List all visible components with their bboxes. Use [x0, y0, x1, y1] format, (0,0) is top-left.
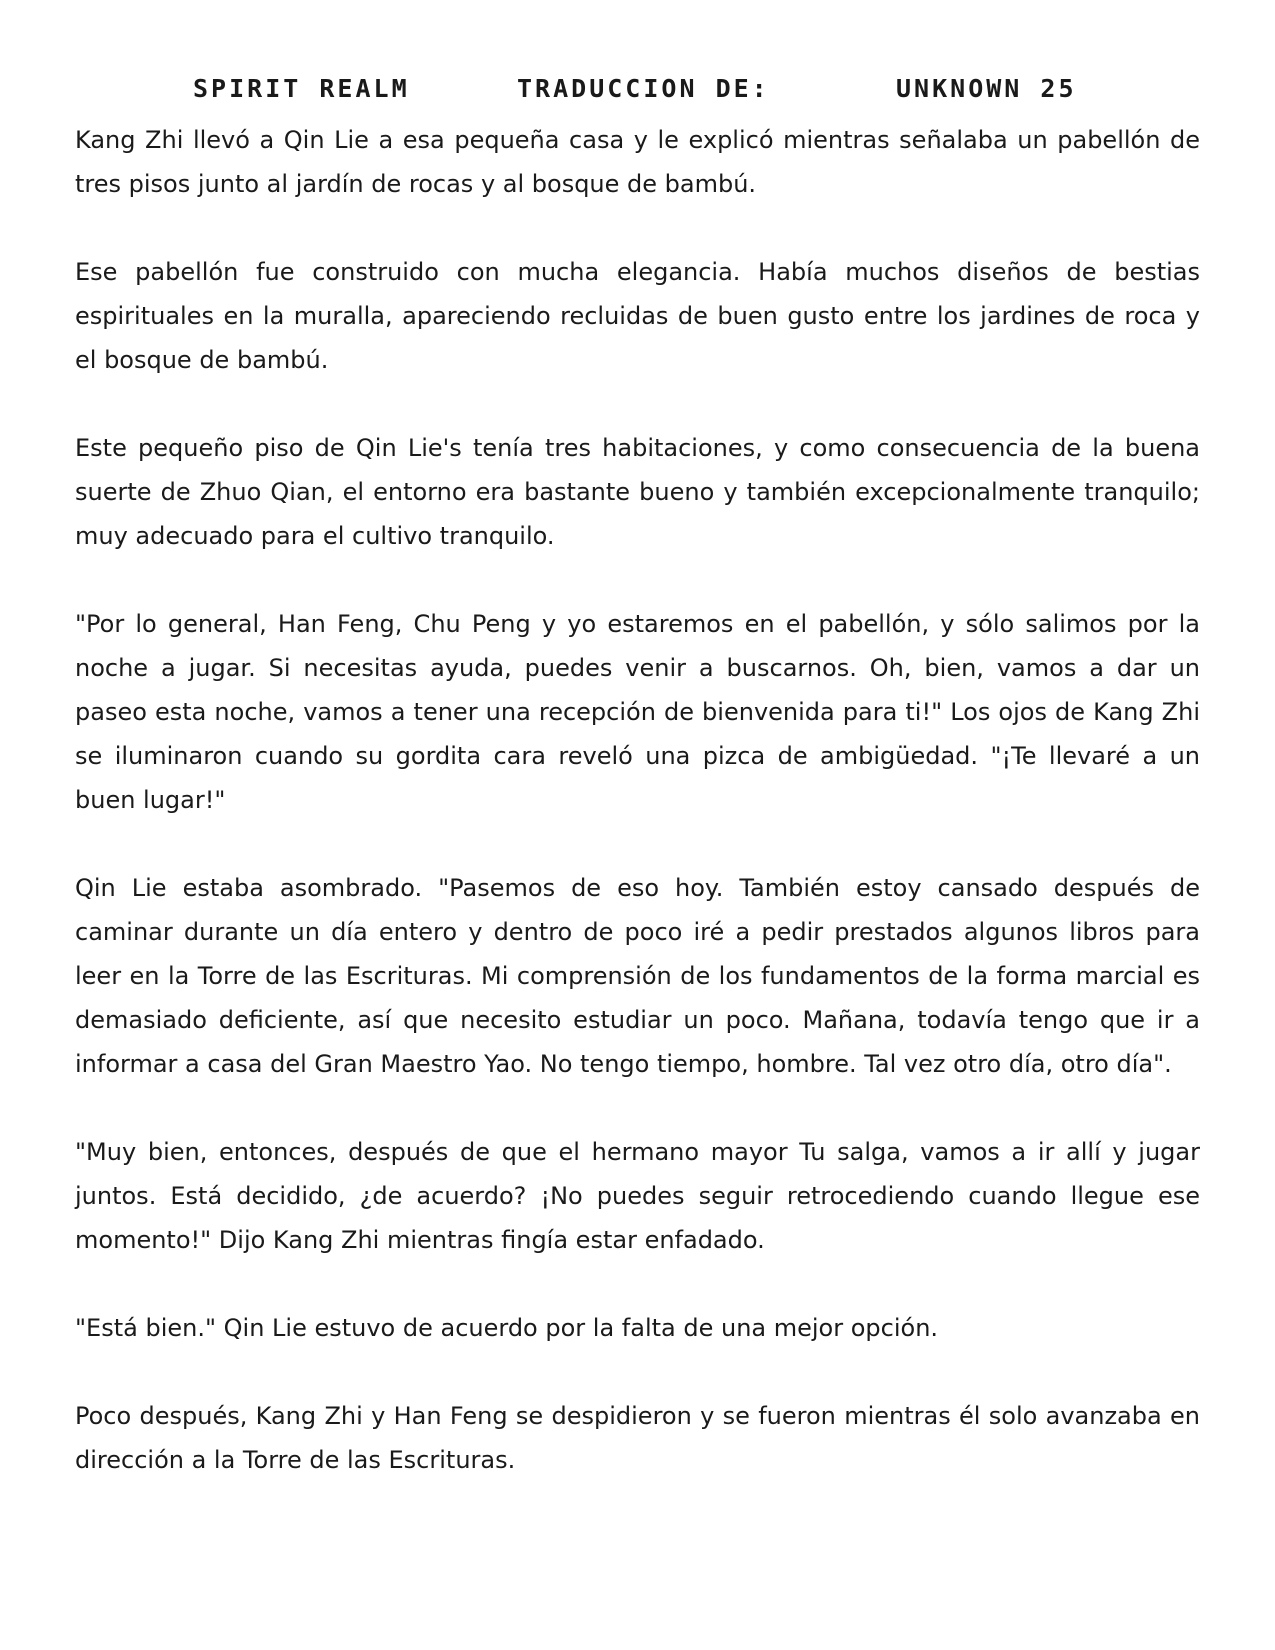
paragraph: Poco después, Kang Zhi y Han Feng se despidieron y se fueron mientras él solo avanzaba en dirección a la Torre de las Escrituras. [75, 1402, 1200, 1474]
header-translator: UNKNOWN 25 [896, 74, 1077, 103]
document-body [75, 118, 1200, 1526]
paragraph: Qin Lie estaba asombrado. "Pasemos de eso hoy. También estoy cansado después de caminar durante un día entero y dentro de poco iré a pedir prestados algunos libros para leer en la Torre de las Escrituras. Mi comprensión de los fundamentos de la forma marcial es demasiado deficiente, así que necesito estudiar un poco. Mañana, todavía tengo que ir a informar a casa del Gran Maestro Yao. No tengo tiempo, hombre. Tal vez otro día, otro día". [75, 874, 1200, 1078]
paragraph: Ese pabellón fue construido con mucha elegancia. Había muchos diseños de bestias espirituales en la muralla, apareciendo recluidas de buen gusto entre los jardines de roca y el bosque de bambú. [75, 258, 1200, 374]
paragraph: "Está bien." Qin Lie estuvo de acuerdo por la falta de una mejor opción. [75, 1314, 939, 1342]
header-translation-label: TRADUCCION DE: [517, 74, 770, 103]
paragraph: "Muy bien, entonces, después de que el hermano mayor Tu salga, vamos a ir allí y jugar juntos. Está decidido, ¿de acuerdo? ¡No puedes seguir retrocediendo cuando llegue ese momento!" Dijo Kang Zhi mientras fingía estar enfadado. [75, 1138, 1200, 1254]
header-title: SPIRIT REALM [193, 74, 410, 103]
paragraph: Este pequeño piso de Qin Lie's tenía tres habitaciones, y como consecuencia de la buena suerte de Zhuo Qian, el entorno era bastante bueno y también excepcionalmente tranquilo; muy adecuado para el cultivo tranquilo. [75, 434, 1200, 550]
page-header [0, 70, 1275, 110]
paragraph: Kang Zhi llevó a Qin Lie a esa pequeña casa y le explicó mientras señalaba un pabellón de tres pisos junto al jardín de rocas y al bosque de bambú. [75, 126, 1200, 198]
paragraph: "Por lo general, Han Feng, Chu Peng y yo estaremos en el pabellón, y sólo salimos por la noche a jugar. Si necesitas ayuda, puedes venir a buscarnos. Oh, bien, vamos a dar un paseo esta noche, vamos a tener una recepción de bienvenida para ti!" Los ojos de Kang Zhi se iluminaron cuando su gordita cara reveló una pizca de ambigüedad. "¡Te llevaré a un buen lugar!" [75, 610, 1200, 814]
